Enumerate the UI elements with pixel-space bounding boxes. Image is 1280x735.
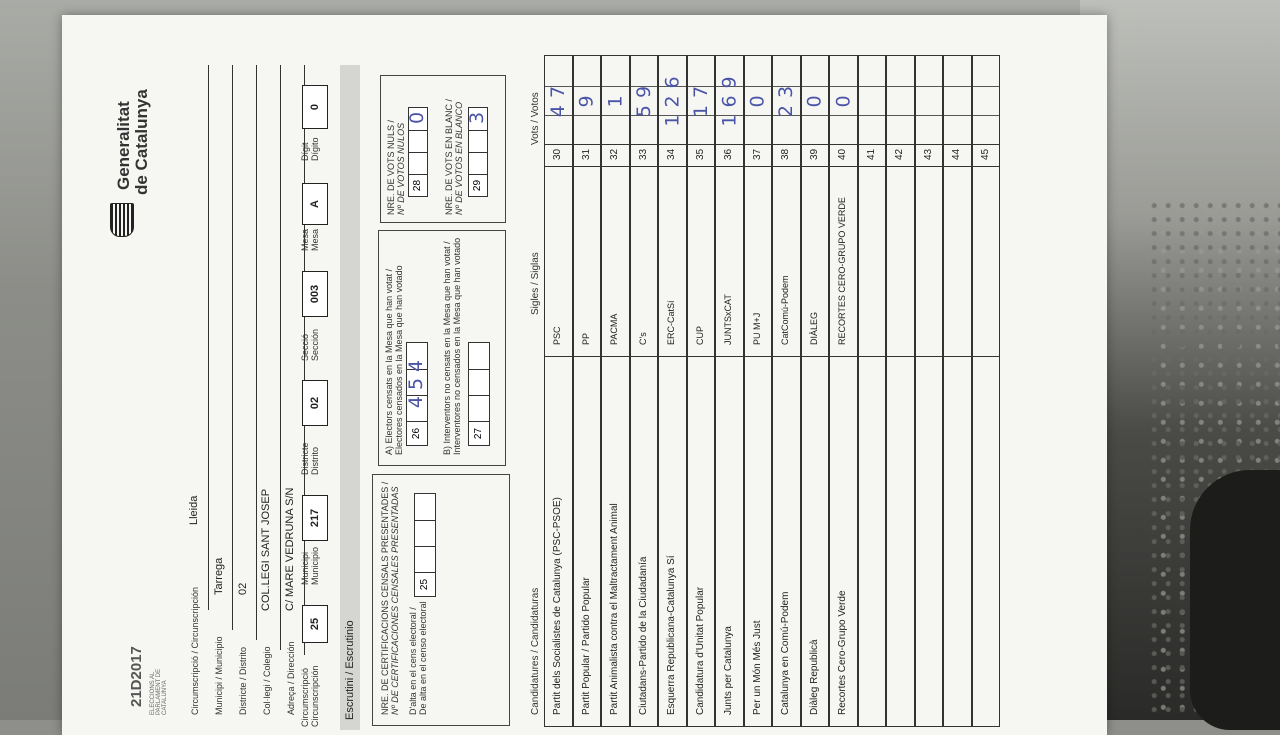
row-separator <box>745 356 772 357</box>
votes-handwritten: 9 <box>575 88 598 108</box>
row-number: 41 <box>865 148 877 160</box>
nulls-2: Nº DE VOTOS NULOS <box>396 122 406 215</box>
candidate-sigla: PACMA <box>609 313 619 345</box>
voters-a-handwritten: 454 <box>405 353 428 409</box>
row-separator <box>574 166 601 167</box>
candidate-name: Junts per Catalunya <box>723 626 734 715</box>
dist-code-box: 02 <box>302 380 328 426</box>
nulls-cell <box>408 129 428 153</box>
row-number: 31 <box>580 148 592 160</box>
certs-input-cell <box>414 519 436 547</box>
row-separator <box>602 356 629 357</box>
votes-handwritten: 1 <box>604 88 627 108</box>
row-separator <box>916 356 943 357</box>
candidate-name: Catalunya en Comú-Podem <box>780 591 791 715</box>
voters-b-1: B) Interventors no censats en la Mesa que han votat / <box>442 241 452 455</box>
blank-1: NRE. DE VOTS EN BLANC / <box>444 98 454 215</box>
row-separator <box>916 166 943 167</box>
row-separator <box>773 144 800 145</box>
blank-2: Nº DE VOTOS EN BLANCO <box>454 101 464 215</box>
row-separator <box>745 166 772 167</box>
voters-a-2: Electores censados en la Mesa que han votado <box>394 265 404 455</box>
row-separator <box>716 166 743 167</box>
row-number: 40 <box>837 148 848 160</box>
voters-b-cell <box>468 342 490 370</box>
candidate-name: Recortes Cero-Grupo Verde <box>837 590 848 715</box>
mun-code-box: 217 <box>302 495 328 541</box>
certs-num-cell: 25 <box>414 571 436 597</box>
field-line <box>256 65 257 640</box>
row-number: 45 <box>979 148 991 160</box>
row-separator <box>944 166 971 167</box>
votes-handwritten: 169 <box>718 69 741 127</box>
generalitat-crest-icon <box>110 203 134 237</box>
candidate-sigla: RECORTES CERO-GRUPO VERDE <box>837 197 847 345</box>
row-separator <box>773 356 800 357</box>
districte-value: 02 <box>237 582 249 595</box>
row-separator <box>574 356 601 357</box>
nulls-cell <box>408 151 428 175</box>
row-separator <box>631 144 658 145</box>
candidate-name: Candidatura d'Unitat Popular <box>694 586 706 715</box>
certs-input-cell <box>414 545 436 573</box>
field-line <box>232 65 233 630</box>
candidate-sigla: DIÀLEG <box>808 311 819 345</box>
votes-handwritten: 47 <box>547 78 570 118</box>
row-separator <box>830 166 857 167</box>
row-separator <box>545 144 572 145</box>
voters-b-cell <box>468 368 490 396</box>
digit-code-label: Dígit Dígito <box>300 137 320 161</box>
blank-num-cell: 29 <box>468 173 488 197</box>
certs-input-cell <box>414 493 436 521</box>
field-line <box>280 65 281 650</box>
row-separator <box>631 356 658 357</box>
background-shoe <box>1190 470 1280 730</box>
brand-line-2: de Catalunya <box>132 89 151 195</box>
row-separator <box>773 166 800 167</box>
row-separator <box>887 166 914 167</box>
row-separator <box>716 144 743 145</box>
circumscripcio-value: Lleida <box>188 495 200 525</box>
blank-handwritten: 3 <box>466 111 488 125</box>
circumscripcio-label: Circumscripció / Circunscripción <box>190 586 200 715</box>
ballot-count-sheet <box>62 15 1107 735</box>
field-line <box>208 65 209 610</box>
row-separator <box>688 166 715 167</box>
row-separator <box>859 144 886 145</box>
mesa-code-label: Mesa Mesa <box>300 228 320 251</box>
adreca-value: C/ MARE VEDRUNA S/N <box>284 487 296 611</box>
candidate-sigla: ERC-CatSí <box>666 300 676 345</box>
row-number: 36 <box>723 148 734 160</box>
row-separator <box>602 166 629 167</box>
candidate-name: Per un Món Més Just <box>751 620 763 715</box>
row-separator <box>688 144 715 145</box>
candidate-sigla: JUNTSxCAT <box>723 294 733 345</box>
nulls-1: NRE. DE VOTS NULS / <box>386 119 396 215</box>
row-number: 32 <box>609 148 620 160</box>
row-separator <box>859 166 886 167</box>
voters-a-1: A) Electors censats en la Mesa que han votat / <box>384 268 394 455</box>
collegi-value: COL.LEGI SANT JOSEP <box>260 488 272 611</box>
col-candidatures: Candidatures / Candidaturas <box>530 587 541 715</box>
row-separator <box>574 144 601 145</box>
row-number: 39 <box>808 148 820 160</box>
votes-handwritten: 59 <box>632 78 655 118</box>
row-number: 33 <box>637 148 649 160</box>
row-separator <box>830 356 857 357</box>
row-separator <box>973 166 1000 167</box>
votes-handwritten <box>858 67 887 143</box>
row-number: 30 <box>552 148 563 160</box>
row-separator <box>916 144 943 145</box>
row-separator <box>545 166 572 167</box>
candidate-name: Esquerra Republicana-Catalunya Sí <box>666 555 677 715</box>
municipi-label: Municipi / Municipio <box>214 636 224 715</box>
voters-a-num-cell: 26 <box>406 420 428 446</box>
adreca-label: Adreça / Dirección <box>286 641 296 715</box>
voters-b-2: Interventores no censados en la Mesa que han votado <box>452 237 462 455</box>
candidate-sigla: PP <box>580 332 591 345</box>
row-separator <box>659 144 686 145</box>
votes-handwritten <box>886 67 915 143</box>
votes-handwritten: 0 <box>832 88 855 108</box>
votes-handwritten: 23 <box>775 78 798 118</box>
row-separator <box>688 356 715 357</box>
row-number: 43 <box>922 148 934 160</box>
candidate-name: Ciutadans-Partido de la Ciudadanía <box>637 556 649 715</box>
candidate-name: Partit Animalista contra el Maltractament Animal <box>609 503 620 715</box>
districte-label: Districte / Distrito <box>238 646 248 715</box>
row-separator <box>830 144 857 145</box>
row-separator <box>545 356 572 357</box>
candidate-name: Partit Popular / Partido Popular <box>580 577 592 715</box>
row-number: 37 <box>751 148 763 160</box>
votes-handwritten <box>943 67 972 143</box>
voters-b-cell <box>468 394 490 422</box>
certs-title-1: NRE. DE CERTIFICACIONS CENSALS PRESENTADES / <box>380 481 390 715</box>
row-separator <box>973 356 1000 357</box>
candidate-name: Partit dels Socialistes de Catalunya (PSC-PSOE) <box>552 497 563 715</box>
row-number: 44 <box>951 148 962 160</box>
votes-handwritten: 0 <box>746 88 769 108</box>
col-sigles: Sigles / Siglas <box>530 252 541 315</box>
candidate-sigla: PSC <box>552 326 562 345</box>
row-separator <box>659 166 686 167</box>
votes-handwritten <box>915 67 944 143</box>
row-separator <box>716 356 743 357</box>
blank-cell <box>468 151 488 175</box>
row-separator <box>802 144 829 145</box>
row-separator <box>859 356 886 357</box>
certs-alta-2: De alta en el censo electoral <box>418 601 428 715</box>
candidate-name: Diàleg Republicà <box>808 639 820 715</box>
mun-code-label: Municipi Municipio <box>300 546 320 585</box>
escrutini-title: Escrutini / Escrutinio <box>344 620 356 720</box>
collegi-label: Col·legi / Colegio <box>262 646 272 715</box>
row-separator <box>802 356 829 357</box>
votes-handwritten: 0 <box>803 88 826 108</box>
certs-title-2: Nº DE CERTIFICACIONES CENSALES PRESENTADAS <box>390 486 400 715</box>
nulls-handwritten: 0 <box>406 111 428 125</box>
row-separator <box>973 144 1000 145</box>
row-separator <box>944 144 971 145</box>
digit-code-box: 0 <box>302 85 328 129</box>
election-logo: 21D2017 <box>128 646 145 707</box>
secc-code-label: Secció Sección <box>300 328 320 361</box>
secc-code-box: 003 <box>302 271 328 317</box>
blank-cell <box>468 129 488 153</box>
nulls-num-cell: 28 <box>408 173 428 197</box>
row-number: 42 <box>894 148 905 160</box>
mesa-code-box: A <box>302 183 328 225</box>
candidate-sigla: C's <box>637 332 648 345</box>
row-separator <box>659 356 686 357</box>
dist-code-label: Districte Distrito <box>300 442 320 475</box>
row-number: 34 <box>666 148 677 160</box>
municipi-value: Tarrega <box>213 557 225 595</box>
circ-code-label: Circumscripció Circunscripción <box>300 665 320 727</box>
row-separator <box>602 144 629 145</box>
votes-handwritten <box>972 67 1001 143</box>
candidate-sigla: PU M+J <box>751 312 762 345</box>
row-separator <box>802 166 829 167</box>
brand-line-1: Generalitat <box>114 101 133 190</box>
election-subtitle: ELECCIONS AL PARLAMENT DE CATALUNYA <box>150 668 168 715</box>
voters-b-num-cell: 27 <box>468 420 490 446</box>
row-separator <box>887 144 914 145</box>
candidate-sigla: CUP <box>694 325 705 345</box>
row-number: 35 <box>694 148 706 160</box>
row-number: 38 <box>780 148 791 160</box>
votes-handwritten: 17 <box>689 78 712 118</box>
row-separator <box>745 144 772 145</box>
col-vots: Vots / Votos <box>530 92 541 145</box>
votes-handwritten: 126 <box>661 69 684 127</box>
circ-code-box: 25 <box>302 605 328 643</box>
row-separator <box>944 356 971 357</box>
candidate-sigla: CatComú-Podem <box>780 275 790 345</box>
certs-alta-1: D'alta en el cens electoral / <box>408 607 418 715</box>
row-separator <box>631 166 658 167</box>
row-separator <box>887 356 914 357</box>
